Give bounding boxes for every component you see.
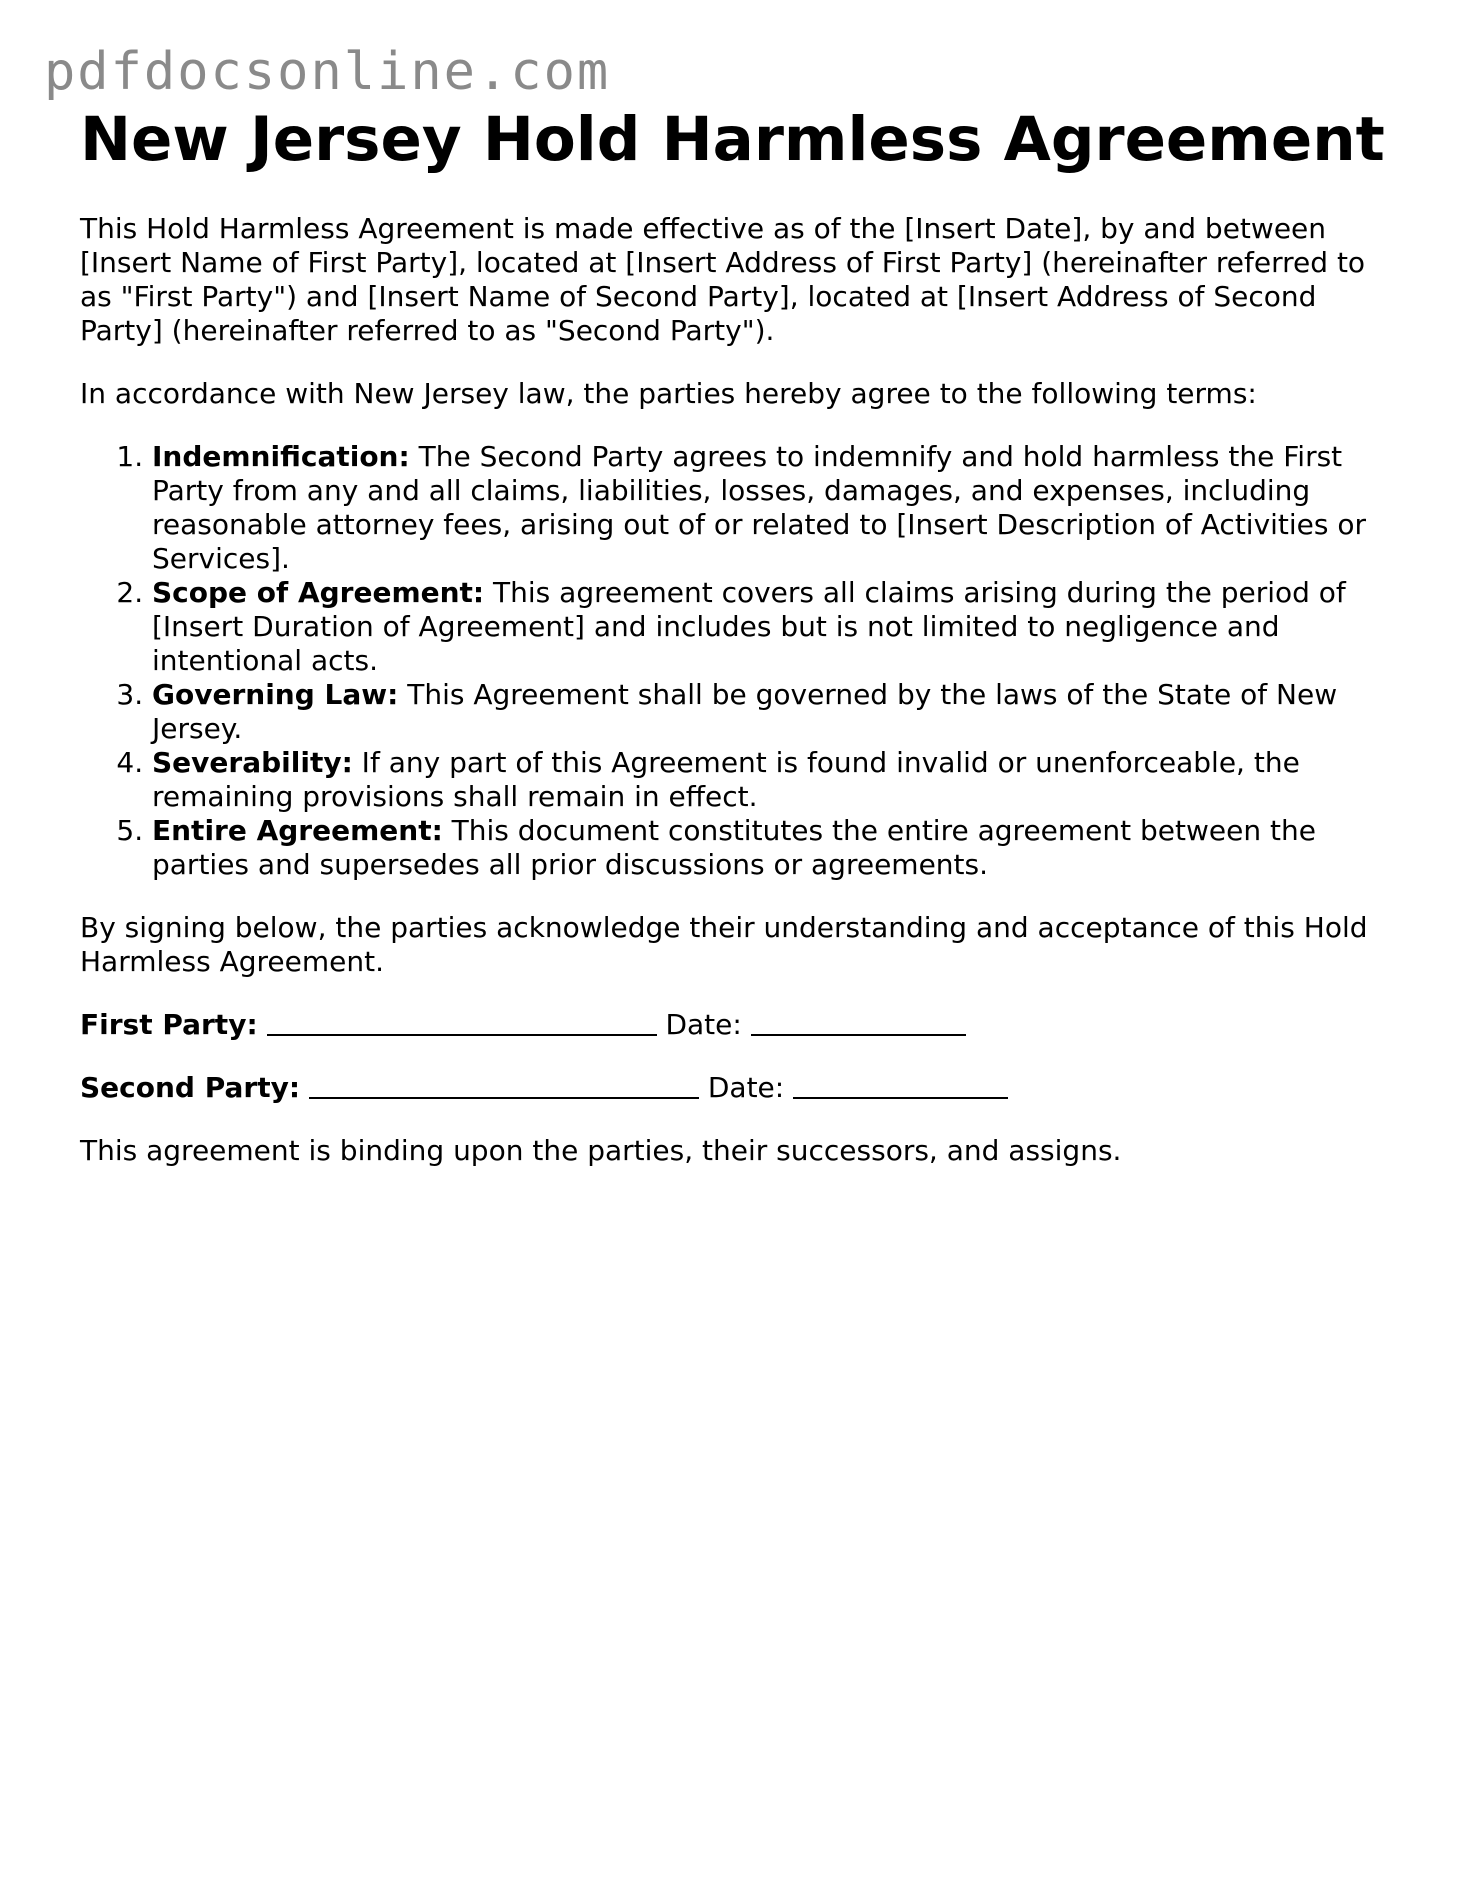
first-party-signature-line [80,1008,1400,1042]
term-item-governing-law [152,678,1400,746]
first-party-label: First Party: [80,1008,258,1041]
second-party-date-label: Date: [707,1071,785,1104]
document-body [80,212,1400,1168]
second-party-signature-line [80,1071,1400,1105]
first-party-date-label: Date: [665,1008,742,1041]
term-heading: Indemnification: [152,440,410,473]
term-text: This Agreement shall be governed by the laws of the State of New Jersey. [152,678,1338,745]
term-text: This agreement covers all claims arising during the period of [Insert Duration of Agreement] and includes but is not limited to negligence and intentional acts. [152,576,1346,677]
term-text: The Second Party agrees to indemnify and hold harmless the First Party from any and all claims, liabilities, losses, damages, and expenses, including reasonable attorney fees, arising out of or related to [Insert Description of Activities or Services]. [152,440,1367,575]
term-item-severability [152,746,1400,814]
terms-lead-paragraph: In accordance with New Jersey law, the parties hereby agree to the following terms: [80,377,1257,410]
term-heading: Governing Law: [152,678,399,711]
first-party-date-blank[interactable] [751,1034,966,1036]
term-text: This document constitutes the entire agreement between the parties and supersedes all prior discussions or agreements. [152,814,1316,881]
closing-paragraph: This agreement is binding upon the parties, their successors, and assigns. [80,1134,1122,1167]
term-heading: Severability: [152,746,353,779]
term-heading: Scope of Agreement: [152,576,485,609]
second-party-signature-blank[interactable] [309,1097,699,1099]
second-party-date-blank[interactable] [793,1097,1008,1099]
second-party-label: Second Party: [80,1071,301,1104]
term-heading: Entire Agreement: [152,814,443,847]
watermark: pdfdocsonline.com [44,42,611,102]
term-item-scope [152,576,1400,678]
first-party-signature-blank[interactable] [267,1034,657,1036]
document-page [80,100,1400,1168]
document-title: New Jersey Hold Harmless Agreement [80,104,1385,175]
term-text: If any part of this Agreement is found invalid or unenforceable, the remaining provisions shall remain in effect. [152,746,1300,813]
term-item-entire-agreement [152,814,1400,882]
intro-paragraph: This Hold Harmless Agreement is made effective as of the [Insert Date], by and between [Insert Name of First Party], located at [Insert Address of First Party] (hereinafter referred to as "First Party") and [Insert Name of Second Party], located at [Insert Address of Second Party] (hereinafter referred to as "Second Party"). [80,212,1366,347]
terms-list [80,440,1400,882]
acknowledgement-paragraph: By signing below, the parties acknowledge their understanding and acceptance of this Hold Harmless Agreement. [80,911,1368,978]
term-item-indemnification [152,440,1400,576]
